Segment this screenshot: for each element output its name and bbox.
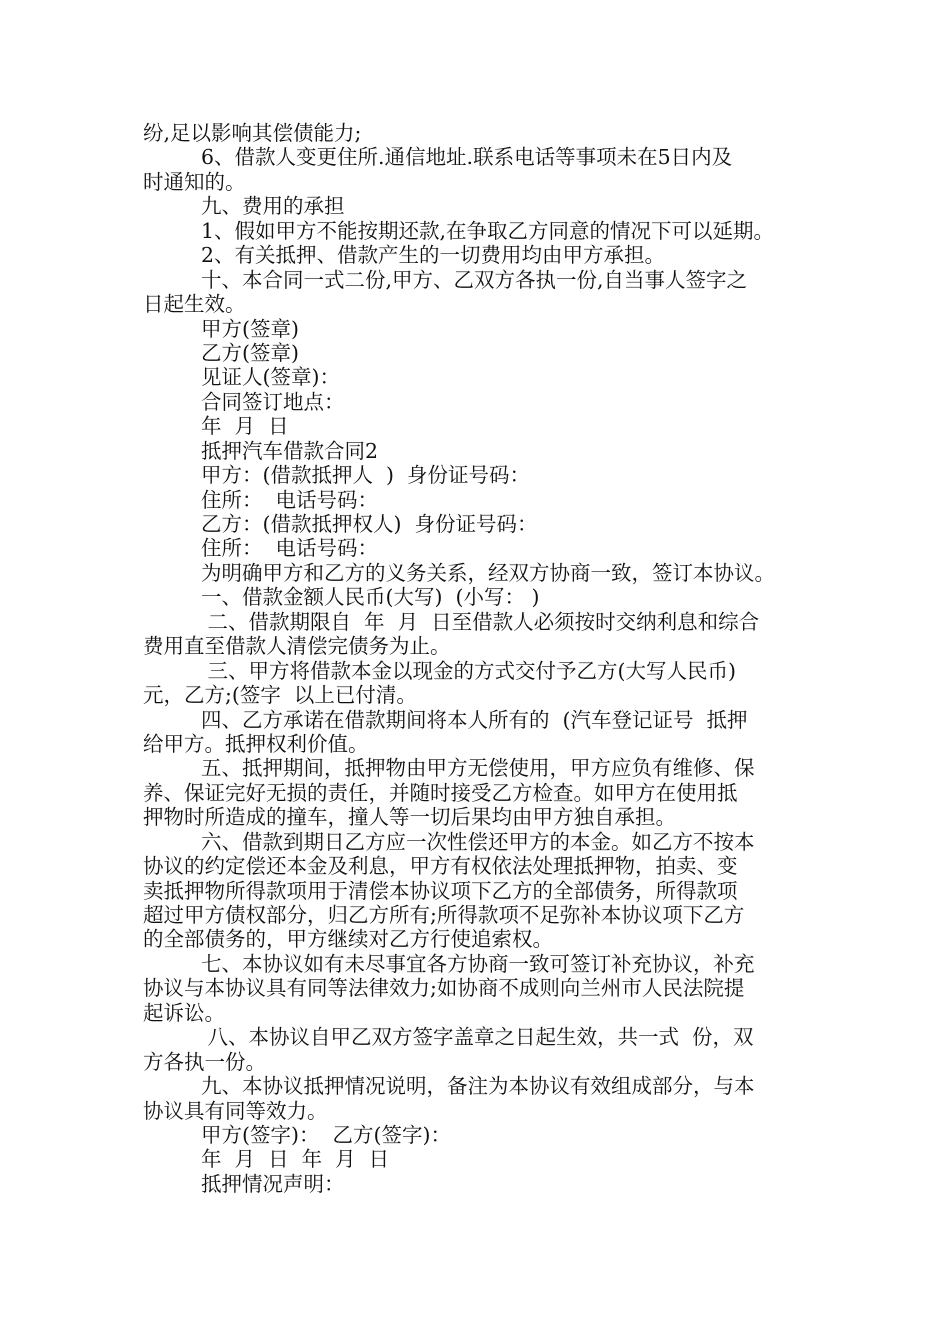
- text-line: 协议具有同等效力。: [143, 1098, 328, 1123]
- text-line: 九、费用的承担: [201, 194, 345, 219]
- text-line: 七、本协议如有未尽事宜各方协商一致可签订补充协议，补充: [201, 951, 755, 976]
- text-line: 起诉讼。: [143, 1000, 225, 1025]
- text-line: 2、有关抵押、借款产生的一切费用均由甲方承担。: [201, 243, 666, 268]
- text-line: 协议与本协议具有同等法律效力;如协商不成则向兰州市人民法院提: [143, 976, 745, 1001]
- text-line: 的全部债务的，甲方继续对乙方行使追索权。: [143, 927, 553, 952]
- text-line: 超过甲方债权部分，归乙方所有;所得款项不足弥补本协议项下乙方: [143, 903, 745, 927]
- text-line: 时通知的。: [143, 169, 246, 194]
- text-line: 三、甲方将借款本金以现金的方式交付予乙方(大写人民币): [201, 658, 737, 683]
- text-line: 抵押情况声明：: [201, 1171, 345, 1196]
- text-line: 6、借款人变更住所.通信地址.联系电话等事项未在5日内及: [201, 145, 733, 170]
- text-line: 方各执一份。: [143, 1049, 266, 1074]
- text-line: 甲方(签字)： 乙方(签字)：: [201, 1122, 452, 1147]
- text-line: 协议的约定偿还本金及利息，甲方有权依法处理抵押物，拍卖、变: [143, 854, 738, 879]
- text-line: 八、本协议自甲乙双方签字盖章之日起生效，共一式 份，双: [201, 1025, 754, 1050]
- text-line: 住所： 电话号码：: [201, 487, 379, 512]
- text-line: 甲方(签章): [201, 316, 299, 341]
- text-line: 卖抵押物所得款项用于清偿本协议项下乙方的全部债务，所得款项: [143, 878, 738, 903]
- text-line: 纷,足以影响其偿债能力;: [143, 121, 362, 145]
- text-line: 乙方(签章): [201, 340, 299, 365]
- text-line: 四、乙方承诺在借款期间将本人所有的 (汽车登记证号 抵押: [201, 707, 748, 732]
- text-line: 十、本合同一式二份,甲方、乙双方各执一份,自当事人签字之: [201, 267, 748, 292]
- text-line: 住所： 电话号码：: [201, 536, 379, 561]
- text-line: 抵押汽车借款合同2: [201, 438, 379, 463]
- text-line: 一、借款金额人民币(大写) (小写： ): [201, 585, 540, 610]
- document-body: [143, 121, 815, 1196]
- text-line: 九、本协议抵押情况说明，备注为本协议有效组成部分，与本: [201, 1074, 755, 1099]
- text-line: 见证人(签章)：: [201, 365, 340, 390]
- text-line: 为明确甲方和乙方的义务关系，经双方协商一致，签订本协议。: [201, 560, 775, 585]
- text-line: 年 月 日 年 月 日: [201, 1147, 390, 1172]
- text-line: 押物时所造成的撞车，撞人等一切后果均由甲方独自承担。: [143, 805, 676, 830]
- text-line: 甲方：(借款抵押人 ) 身份证号码：: [201, 463, 531, 488]
- text-line: 1、假如甲方不能按期还款,在争取乙方同意的情况下可以延期。: [201, 218, 775, 243]
- text-line: 给甲方。抵押权利价值。: [143, 731, 369, 756]
- text-line: 合同签订地点：: [201, 389, 345, 414]
- text-line: 五、抵押期间，抵押物由甲方无偿使用，甲方应负有维修、保: [201, 756, 755, 781]
- text-line: 乙方：(借款抵押权人) 身份证号码：: [201, 512, 538, 536]
- text-line: 年 月 日: [201, 414, 289, 439]
- text-line: 养、保证完好无损的责任，并随时接受乙方检查。如甲方在使用抵: [143, 780, 738, 805]
- text-line: 二、借款期限自 年 月 日至借款人必须按时交纳利息和综合: [201, 609, 760, 634]
- text-line: 日起生效。: [143, 292, 246, 317]
- text-line: 元，乙方;(签字 以上已付清。: [143, 683, 417, 708]
- text-line: 六、借款到期日乙方应一次性偿还甲方的本金。如乙方不按本: [201, 829, 755, 854]
- text-line: 费用直至借款人清偿完债务为止。: [143, 634, 451, 659]
